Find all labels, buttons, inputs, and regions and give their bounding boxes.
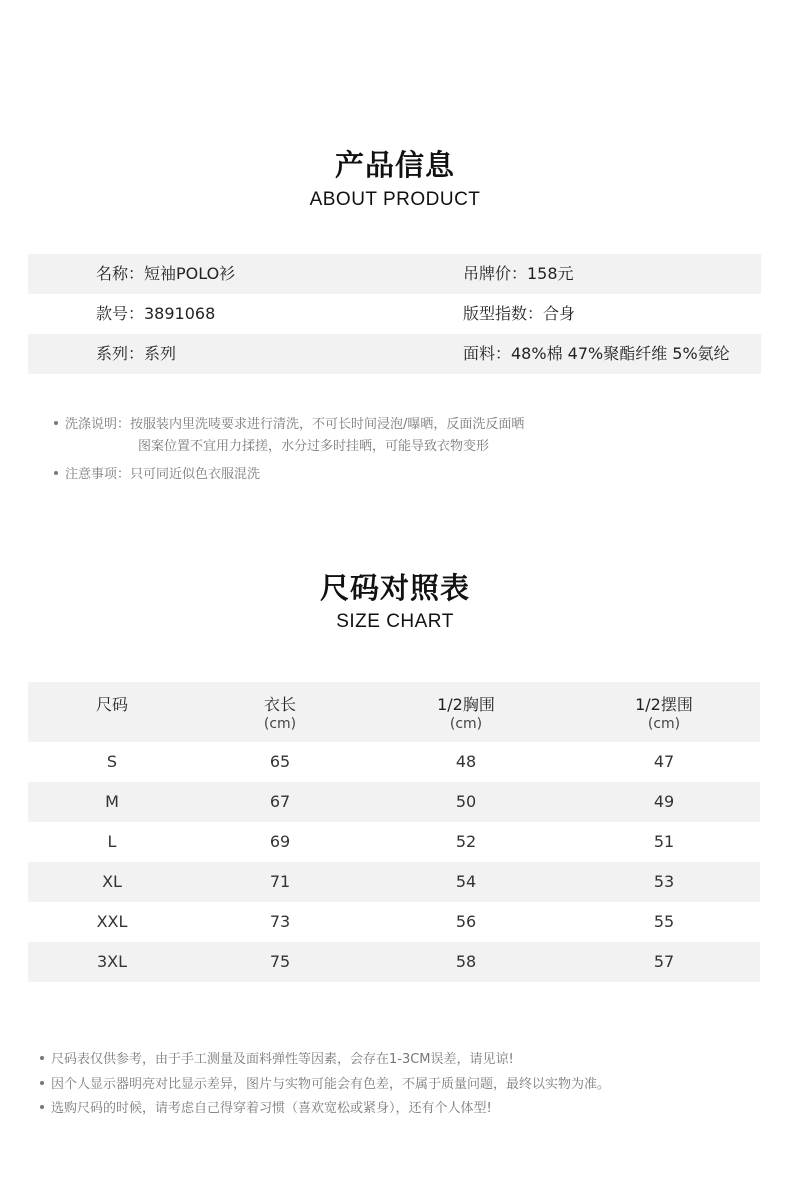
size-chart-title-en: SIZE CHART [336, 611, 454, 632]
cell-size: XL [102, 872, 122, 891]
product-name: 名称：短袖POLO衫 [96, 264, 236, 283]
footnote-text: 选购尺码的时候，请考虑自己得穿着习惯（喜欢宽松或紧身），还有个人体型! [51, 1101, 492, 1116]
cell-length: 69 [269, 832, 291, 851]
bullet-icon [54, 421, 58, 425]
info-row-name [28, 254, 761, 294]
table-row [28, 862, 760, 902]
size-table [28, 682, 760, 982]
size-chart-title-cn: 尺码对照表 [319, 571, 470, 605]
care-line-2: 图案位置不宜用力揉搓，水分过多时挂晒，可能导致衣物变形 [138, 439, 490, 454]
cell-length: 65 [269, 752, 291, 771]
cell-hem: 53 [653, 872, 675, 891]
cell-size: 3XL [96, 952, 128, 971]
footnote-text: 因个人显示器明亮对比显示差异，图片与实物可能会有色差，不属于质量问题，最终以实物为准。 [51, 1077, 611, 1092]
cell-hem: 49 [653, 792, 675, 811]
footnote-1 [40, 1048, 514, 1067]
table-row [28, 822, 760, 862]
cell-size: L [107, 832, 117, 851]
table-row [28, 742, 760, 782]
cell-size: XXL [96, 912, 128, 931]
footnote-3 [40, 1097, 492, 1116]
footnote-2 [40, 1073, 610, 1092]
header-length: 衣长 [263, 695, 296, 714]
product-fit: 版型指数：合身 [463, 304, 576, 323]
product-title-en: ABOUT PRODUCT [309, 189, 481, 210]
bullet-icon [40, 1105, 44, 1109]
care-line-1: 按服装内里洗唛要求进行清洗，不可长时间浸泡/曝晒，反面洗反面晒 [130, 417, 525, 432]
cell-size: M [105, 792, 119, 811]
cell-length: 75 [269, 952, 291, 971]
cell-length: 67 [269, 792, 291, 811]
table-row [28, 942, 760, 982]
table-row [28, 902, 760, 942]
cell-chest: 56 [455, 912, 477, 931]
bullet-icon [40, 1081, 44, 1085]
product-style-number: 款号：3891068 [96, 304, 216, 323]
cell-chest: 50 [455, 792, 477, 811]
cell-length: 71 [269, 872, 291, 891]
info-row-style [28, 294, 761, 334]
cell-hem: 47 [653, 752, 675, 771]
bullet-icon [40, 1056, 44, 1060]
product-title-cn: 产品信息 [334, 148, 455, 182]
cell-chest: 58 [455, 952, 477, 971]
bullet-icon [54, 471, 58, 475]
product-fabric: 面料：48%棉 47%聚酯纤维 5%氨纶 [463, 344, 730, 363]
header-size: 尺码 [95, 695, 128, 714]
notice-text: 注意事项：只可同近似色衣服混洗 [65, 467, 261, 482]
info-row-series [28, 334, 761, 374]
product-series: 系列：系列 [96, 344, 177, 363]
cell-size: S [106, 752, 118, 771]
header-chest: 1/2胸围 [437, 695, 495, 714]
size-table-header [28, 682, 760, 742]
cell-hem: 55 [653, 912, 675, 931]
care-label: 洗涤说明： [65, 417, 131, 432]
header-hem-unit: (cm) [647, 716, 681, 732]
cell-chest: 48 [455, 752, 477, 771]
cell-hem: 51 [653, 832, 675, 851]
care-instructions [54, 413, 524, 432]
header-hem: 1/2摆围 [635, 695, 693, 714]
footnote-text: 尺码表仅供参考，由于手工测量及面料弹性等因素，会存在1-3CM误差，请见谅! [51, 1052, 514, 1067]
cell-length: 73 [269, 912, 291, 931]
washing-notice [54, 463, 260, 482]
product-price: 吊牌价：158元 [463, 264, 574, 283]
table-row [28, 782, 760, 822]
header-chest-unit: (cm) [449, 716, 483, 732]
cell-hem: 57 [653, 952, 675, 971]
header-length-unit: (cm) [263, 716, 297, 732]
cell-chest: 52 [455, 832, 477, 851]
cell-chest: 54 [455, 872, 477, 891]
